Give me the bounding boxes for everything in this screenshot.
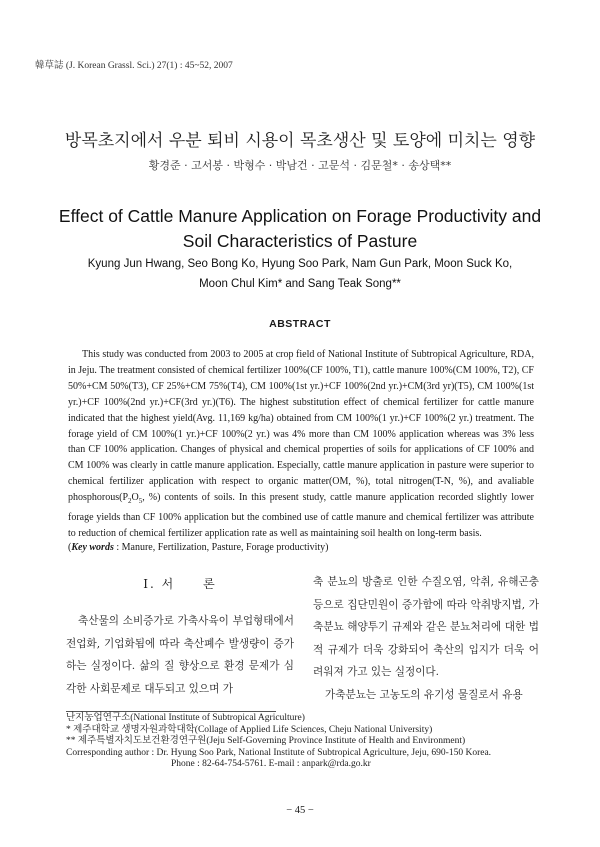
abstract-oxygen: O [131, 492, 139, 504]
abstract-text-part-1: This study was conducted from 2003 to 2005 at crop field of National Institute of Subtropical Agriculture, RDA, in Jeju. The treatment consisted of chemical fertilizer 100%(CF 100%, T1), cattle manure 100%(CM 100%, T2), CF 50%+CM 50%(T3), CF 25%+CM 75%(T4), CM 100%(1st yr.)+CF 100%(2nd yr.)+CM(3rd yr)(T5), CM 100%(1st yr.)+CF 100%(2nd yr.)+CF(3rd yr.)(T6). The highest substitution effect of chemical fertilizer for cattle manure indicated that the highest yield(Avg. 11,169 kg/ha) obtained from CM 100%(1 yr.)+CF 100%(2 yr.) treatment. The forage yield of CM 100%(1 yr.)+CF 100%(2 yr.) was 4% more than CM 100% application whereas was 3% less than CF 100% application. Changes of physical and chemical properties of soils for applications of CF 100% and CM 100% was clearly in cattle manure application. Especially, cattle manure application in pasture were superior to chemical fertilizer application with respect to organic matter(OM, %), total nitrogen(T-N, %), and avaliable phosphorous(P [68, 349, 534, 504]
footnote-contact: Phone : 82-64-754-5761. E-mail : anpark@rda.go.kr [171, 759, 371, 769]
english-authors-line-2: Moon Chul Kim* and Sang Teak Song** [199, 278, 401, 290]
footnote-affiliation-3: ** 제주특별자치도보건환경연구원(Jeju Self-Governing Province Institute of Health and Environment) [66, 736, 466, 746]
abstract-heading: ABSTRACT [269, 318, 331, 330]
footnote-affiliation-1: 난지농업연구소(National Institute of Subtropical Agriculture) [66, 713, 305, 723]
footnote-corresponding-author: Corresponding author : Dr. Hyung Soo Park, National Institute of Subtropical Agriculture, Jeju, 690-150 Korea. [66, 747, 492, 758]
footnote-divider [66, 711, 276, 712]
section-heading-introduction: Ⅰ. 서 론 [143, 577, 217, 591]
korean-title: 방목초지에서 우분 퇴비 시용이 목초생산 및 토양에 미치는 영향 [64, 131, 536, 151]
right-column [313, 571, 539, 706]
journal-header: 韓草誌 (J. Korean Grassl. Sci.) 27(1) : 45~52, 2007 [35, 61, 233, 71]
footnote-affiliation-2: * 제주대학교 생명자원과학대학(Collage of Applied Life Sciences, Cheju National University) [66, 724, 433, 735]
korean-authors: 황경준 · 고서봉 · 박형수 · 박남건 · 고문석 · 김문철* · 송상택** [148, 159, 452, 172]
subscript-2: 2 [128, 497, 132, 506]
page-number: − 45 − [286, 805, 314, 816]
right-column-paragraph-2: 가축분뇨는 고농도의 유기성 물질로서 유용 [325, 688, 523, 701]
right-column-paragraph-1: 축 분뇨의 방출로 인한 수질오염, 악취, 유해곤충 등으로 집단민원이 증가함에 따라 악취방지법, 가축분뇨 해양투기 규제와 같은 분뇨처리에 대한 법적 규제가 더욱 강화되어 축산의 입지가 더욱 어려워져 가고 있는 실정이다. [313, 576, 539, 678]
abstract-text-part-2: , %) contents of soils. In this present study, cattle manure application recorded slightly lower forage yields than CF 100% application but the combined use of cattle manure and chemical fertilizer was attribute to reduction of chemical fertilizer application rate as well as maintaining soil health on long-term basis. [68, 492, 534, 539]
english-authors [0, 254, 600, 294]
english-title-line-2: Soil Characteristics of Pasture [182, 231, 418, 251]
keywords-text: : Manure, Fertilization, Pasture, Forage productivity) [113, 542, 329, 553]
subscript-5: 5 [138, 497, 143, 506]
english-authors-line-1: Kyung Jun Hwang, Seo Bong Ko, Hyung Soo Park, Nam Gun Park, Moon Suck Ko, [87, 258, 513, 270]
english-title-line-1: Effect of Cattle Manure Application on Forage Productivity and [58, 206, 542, 226]
keywords [68, 542, 534, 553]
abstract-body [68, 347, 534, 542]
footnotes [66, 713, 546, 771]
english-title [0, 204, 600, 254]
left-column-paragraph: 축산물의 소비증가로 가축사육이 부업형태에서 전업화, 기업화됨에 따라 축산폐수 발생량이 증가하는 실정이다. 삶의 질 향상으로 환경 문제가 심각한 사회문제로 대두되고 있으며 가 [66, 615, 294, 695]
keywords-open: ( [68, 542, 72, 553]
keywords-label: Key words [71, 542, 114, 553]
